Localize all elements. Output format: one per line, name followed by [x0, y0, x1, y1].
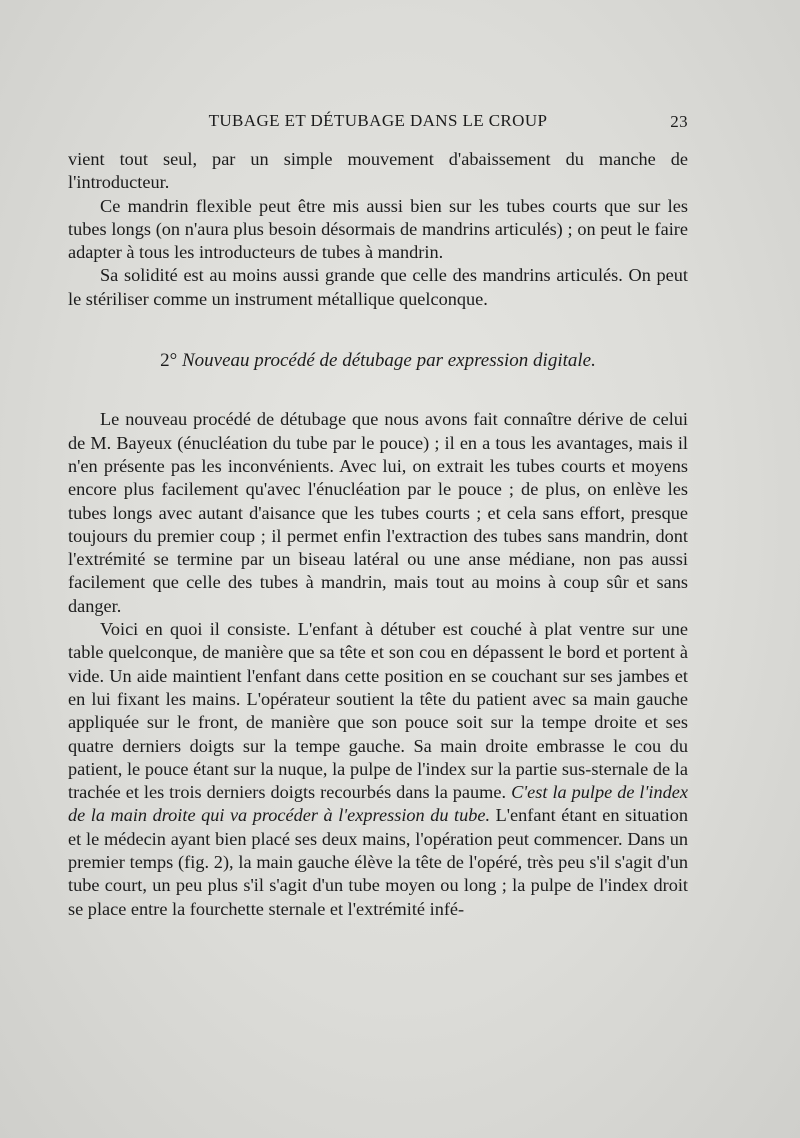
paragraph: Ce mandrin flexible peut être mis aussi bien sur les tubes courts que sur les tubes longs (on n'aura plus besoin désormais de mandrins articulés) ; on peut le faire adapter à tous les introducteurs de tubes à mandrin.: [68, 195, 688, 263]
page-header: [68, 111, 688, 133]
paragraph: Sa solidité est au moins aussi grande que celle des mandrins articulés. On peut le stériliser comme un instrument métallique quelconque.: [68, 265, 688, 309]
body-text: [68, 148, 688, 921]
section-number: 2°: [160, 350, 178, 372]
paragraph: Le nouveau procédé de détubage que nous avons fait connaître dérive de celui de M. Bayeux (énucléation du tube par le pouce) ; il en a tous les avantages, mais il n'en présente pas les inconvénients. Avec lui, on extrait les tubes courts et moyens encore plus facilement qu'avec l'énucléation par le pouce ; de plus, on enlève les tubes longs avec autant d'aisance que les tubes courts ; et cela sans effort, presque toujours du premier coup ; il permet enfin l'extraction des tubes sans mandrin, dont l'extrémité se termine par un biseau latéral ou une anse médiane, non pas aussi facilement que celle des tubes à mandrin, mais tout au moins à coup sûr et sans danger.: [68, 409, 688, 616]
paragraph: [68, 618, 688, 921]
running-title: TUBAGE ET DÉTUBAGE DANS LE CROUP: [208, 111, 548, 130]
italic-emphasis: C'est la pulpe de l'index de la main droite qui va procéder à l'expression du tube.: [68, 782, 689, 826]
paragraph-text: L'enfant étant en situation et le médecin ayant bien placé ses deux mains, l'opération peut commencer. Dans un premier temps (fig. 2), la main gauche élève la tête de l'opéré, très peu s'il s'agit d'un tube court, un peu plus s'il s'agit d'un tube moyen ou long ; la pulpe de l'index droit se place entre la fourchette sternale et l'extrémité infé-: [68, 805, 688, 919]
paragraph-text: Voici en quoi il consiste. L'enfant à détuber est couché à plat ventre sur une table quelconque, de manière que sa tête et son cou en dépassent le bord et portent à vide. Un aide maintient l'enfant dans cette position en se couchant sur ses jambes et en lui fixant les mains. L'opérateur soutient la tête du patient avec sa main gauche appliquée sur le front, de manière que son pouce soit sur la tempe droite et ses quatre derniers doigts sur la tempe gauche. Sa main droite embrasse le cou du patient, le pouce étant sur la nuque, la pulpe de l'index sur la partie sus-sternale de la trachée et les trois derniers doigts recourbés dans la paume.: [68, 619, 688, 803]
section-heading: [68, 349, 688, 372]
page-number: 23: [670, 112, 688, 131]
paragraph: vient tout seul, par un simple mouvement d'abaissement du manche de l'introducteur.: [68, 149, 688, 193]
section-title: Nouveau procédé de détubage par expression digitale.: [182, 350, 596, 372]
